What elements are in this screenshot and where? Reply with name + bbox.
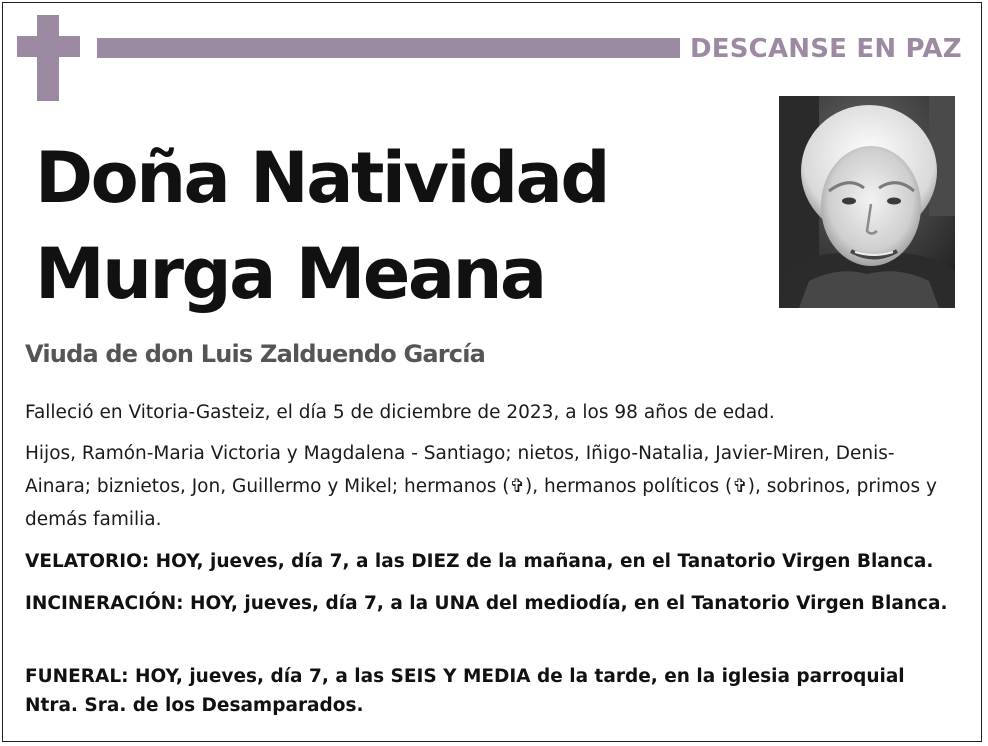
header-label: DESCANSE EN PAZ — [690, 34, 962, 64]
name-line-2: Murga Meana — [35, 233, 545, 315]
wake-info: VELATORIO: HOY, jueves, día 7, a las DIEZ de la mañana, en el Tanatorio Virgen Blanca. — [25, 551, 934, 572]
name-line-1: Doña Natividad — [35, 137, 608, 219]
cremation-info: INCINERACIÓN: HOY, jueves, día 7, a la UNA del mediodía, en el Tanatorio Virgen Blanca. — [25, 593, 948, 614]
portrait-image — [779, 96, 955, 308]
family-list: Hijos, Ramón-Maria Victoria y Magdalena - Santiago; nietos, Iñigo-Natalia, Javier-Miren, Denis-Ainara; biznietos, Jon, Guillermo y Mikel; hermanos (✞), hermanos políticos (✞), sobrinos, primos y demás familia. — [25, 443, 937, 530]
deceased-name — [35, 130, 608, 322]
header-bar — [97, 38, 680, 58]
funeral-info: FUNERAL: HOY, jueves, día 7, a las SEIS Y MEDIA de la tarde, en la iglesia parroquial Ntra. Sra. de los Desamparados. — [25, 666, 905, 716]
death-notice: Falleció en Vitoria-Gasteiz, el día 5 de diciembre de 2023, a los 98 años de edad. — [25, 402, 775, 423]
portrait-photo — [779, 96, 955, 308]
cross-icon-horizontal — [17, 36, 80, 57]
cross-icon-vertical — [37, 15, 59, 101]
widow-subtitle: Viuda de don Luis Zalduendo García — [25, 340, 486, 368]
